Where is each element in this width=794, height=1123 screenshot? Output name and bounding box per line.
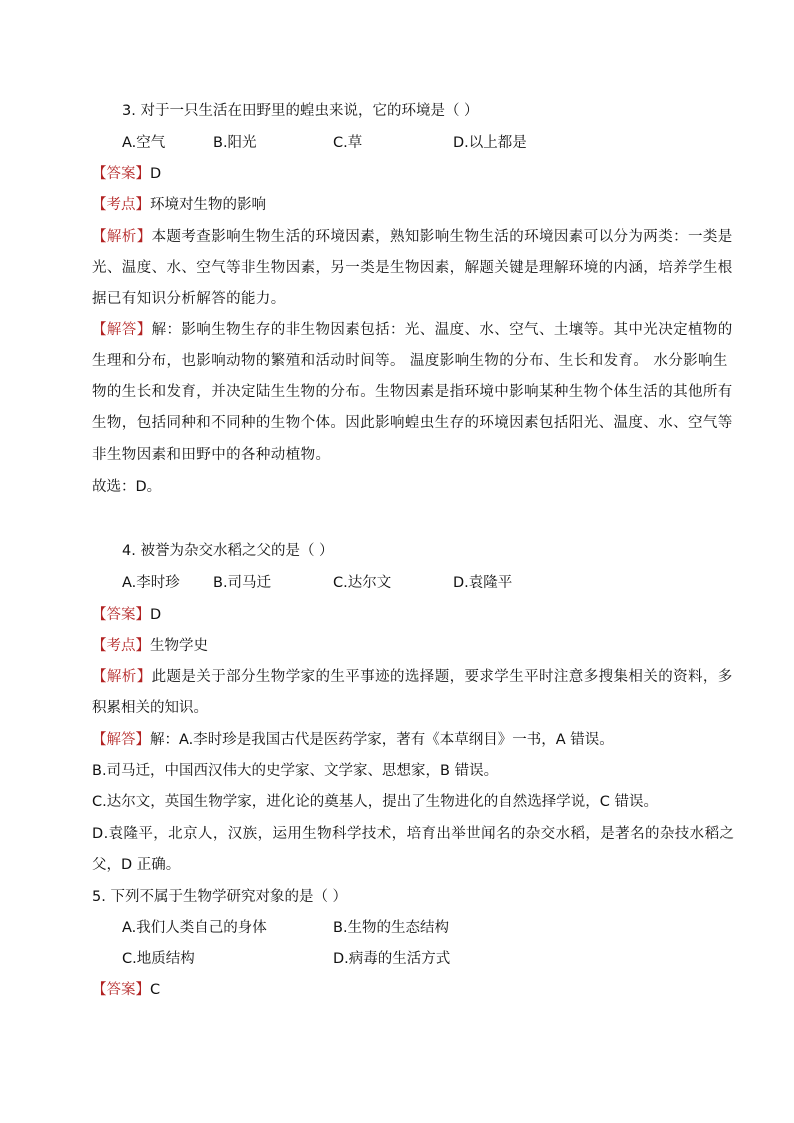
question-4-solution-line-4: D.袁隆平，北京人，汉族，运用生物科学技术，培育出举世闻名的杂交水稻，是著名的杂技水稻之 [92,826,735,842]
answer-value: D [150,607,162,623]
answer-tag: 【答案】 [92,166,150,182]
question-3-analysis-line-3: 据已有知识分析解答的能力。 [92,291,286,307]
question-4-answer [92,605,704,625]
question-5-option-b: B.生物的生态结构 [333,920,450,936]
solution-tag: 【解答】 [92,322,152,338]
question-4-analysis-line-2: 积累相关的知识。 [92,700,208,716]
solution-tag: 【解答】 [92,732,150,748]
question-5-answer [92,980,704,1000]
point-tag: 【考点】 [92,197,150,213]
point-tag: 【考点】 [92,638,150,654]
analysis-tag: 【解析】 [92,229,152,245]
question-3-solution-line-4: 生物，包括同种和不同种的生物个体。因此影响蝗虫生存的环境因素包括阳光、温度、水、空气等 [92,415,733,431]
question-3-analysis-line-2: 光、温度、水、空气等非生物因素，另一类是生物因素，解题关键是理解环境的内涵，培养学生根 [92,260,733,276]
question-3-option-b: B.阳光 [213,135,257,151]
question-3-answer [92,164,704,184]
question-4-option-c: C.达尔文 [333,575,392,591]
question-3-option-d: D.以上都是 [453,135,527,151]
question-5-stem: 5. 下列不属于生物学研究对象的是（ ） [92,889,348,905]
point-value: 生物学史 [150,638,208,654]
answer-tag: 【答案】 [92,982,150,998]
question-4-analysis [92,667,733,687]
answer-value: D [150,166,162,182]
answer-value: C [150,982,161,998]
question-5-option-d: D.病毒的生活方式 [333,951,451,967]
question-4-option-a: A.李时珍 [122,575,180,591]
question-4-solution [92,730,704,750]
question-4-solution-line-5: 父，D 正确。 [92,857,181,873]
question-3-solution-line-2: 生理和分布，也影响动物的繁殖和活动时间等。 温度影响生物的分布、生长和发育。 水分影响生 [92,353,728,369]
question-3-option-a: A.空气 [122,135,166,151]
solution-line: 解：影响生物生存的非生物因素包括：光、温度、水、空气、土壤等。其中光决定植物的 [151,322,733,338]
question-3-analysis [92,227,733,247]
point-value: 环境对生物的影响 [150,197,266,213]
answer-tag: 【答案】 [92,607,150,623]
question-4-point [92,636,704,656]
question-3-option-c: C.草 [333,135,363,151]
question-3-conclusion: 故选：D。 [92,479,162,495]
question-5-option-a: A.我们人类自己的身体 [122,920,267,936]
question-3-solution [92,320,733,340]
question-3-solution-line-3: 物的生长和发育，并决定陆生生物的分布。生物因素是指环境中影响某种生物个体生活的其他所有 [92,384,733,400]
question-3-solution-line-5: 非生物因素和田野中的各种动植物。 [92,447,331,463]
question-4-solution-line-2: B.司马迁，中国西汉伟大的史学家、文学家、思想家，B 错误。 [92,763,499,779]
question-4-option-b: B.司马迁 [213,575,272,591]
question-4-option-d: D.袁隆平 [453,575,513,591]
solution-line: 解：A.李时珍是我国古代是医药学家，著有《本草纲目》一书，A 错误。 [150,732,614,748]
question-5-option-c: C.地质结构 [122,951,195,967]
question-3-point [92,195,704,215]
question-4-stem: 4. 被誉为杂交水稻之父的是（ ） [122,543,334,559]
analysis-line: 此题是关于部分生物学家的生平事迹的选择题，要求学生平时注意多搜集相关的资料，多 [151,669,733,685]
question-4-solution-line-3: C.达尔文，英国生物学家，进化论的奠基人，提出了生物进化的自然选择学说，C 错误。 [92,794,658,810]
question-3-stem: 3. 对于一只生活在田野里的蝗虫来说，它的环境是（ ） [122,103,479,119]
analysis-tag: 【解析】 [92,669,152,685]
analysis-line: 本题考查影响生物生活的环境因素，熟知影响生物生活的环境因素可以分为两类：一类是 [151,229,733,245]
